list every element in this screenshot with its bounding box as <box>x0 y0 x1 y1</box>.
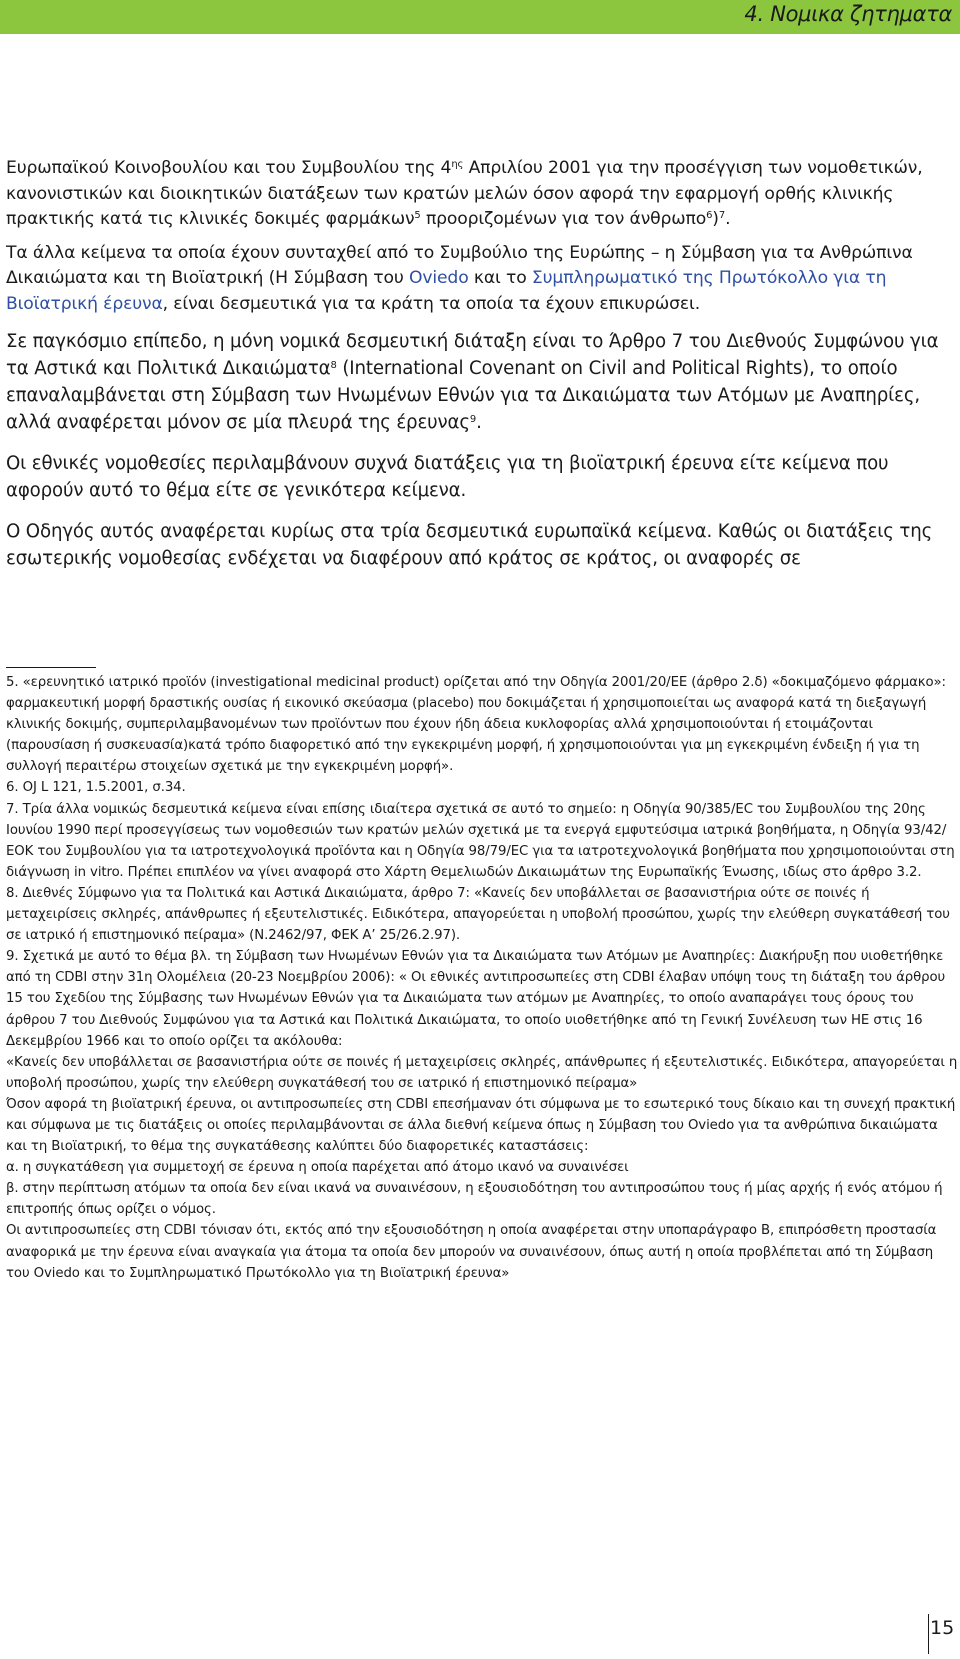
footnote-9: 9. Σχετικά με αυτό το θέμα βλ. τη Σύμβαση των Ηνωμένων Εθνών για τα Δικαιώματα των Ατόμων με Αναπηρίες: Διακήρυξη που υιοθετήθηκε από τη CDBI στην 31η Ολομέλεια (20-23 Νοεμβρίου 2006): « Οι εθνικές αντιπροσωπείες στη CDBI έλαβαν υπόψη τους τη διάταξη του άρθρου 15 του Σχεδίου της Σύμβασης των Ηνωμένων Εθνών για τα Δικαιώματα των ατόμων με Αναπηρίες, το οποίο αναπαράγει τους όρους του άρθρου 7 του Διεθνούς Συμφώνου για τα Αστικά και Πολιτικά Δικαιώματα, το οποίο υιοθετήθηκε από τη Γενική Συνέλευση των ΗΕ στις 16 Δεκεμβρίου 1966 και το οποίο ορίζει τα ακόλουθα: <box>6 949 946 1049</box>
p3-text-c: . <box>476 411 482 433</box>
paragraph-3 <box>6 328 960 436</box>
footnote-ref-7[interactable]: 7 <box>718 210 726 222</box>
footnotes <box>6 672 960 1284</box>
header-bar <box>0 0 960 34</box>
main-text <box>6 156 960 582</box>
link-oviedo[interactable]: Oviedo <box>408 268 469 289</box>
footnote-9-item-a: α. η συγκατάθεση για συμμετοχή σε έρευνα η οποία παρέχεται από άτομο ικανό να συναινέσει <box>6 1160 629 1176</box>
p2-text-b: και το <box>468 268 532 289</box>
chapter-title: 4. Νομικα ζητηματα <box>744 2 952 26</box>
superscript-hs: ης <box>451 159 464 170</box>
p2-text-c: , είναι δεσμευτικά για τα κράτη τα οποία τα έχουν επικυρώσει. <box>162 293 701 314</box>
footnote-9-quote: «Κανείς δεν υποβάλλεται σε βασανιστήρια ούτε σε ποινές ή μεταχειρίσεις σκληρές, απάνθρωπες ή εξευτελιστικές. Ειδικότερα, απαγορεύεται η υποβολή προσώπου, χωρίς την ελεύθερη συγκατάθεσή του σε ιατρικό ή επιστημονικό πείραμα» <box>6 1054 958 1091</box>
paragraph-5: Ο Οδηγός αυτός αναφέρεται κυρίως στα τρία δεσμευτικά ευρωπαϊκά κείμενα. Καθώς οι διατάξεις της εσωτερικής νομοθεσίας ενδέχεται να διαφέρουν από κράτος σε κράτος, οι αναφορές σε <box>6 520 933 569</box>
p3-text-a: Σε παγκόσμιο επίπεδο, η μόνη νομικά δεσμευτική διάταξη είναι το Άρθρο 7 του Διεθνούς Συμφώνου για τα Αστικά και Πολιτικά Δικαιώματα <box>6 330 939 379</box>
footnote-6: 6. OJ L 121, 1.5.2001, σ.34. <box>6 780 186 796</box>
p2-text-a: Τα άλλα κείμενα τα οποία έχουν συνταχθεί από το Συμβούλιο της Ευρώπης – η Σύμβαση για τα Ανθρώπινα Δικαιώματα και τη Βιοϊατρική (Η Σύμβαση του <box>6 242 913 289</box>
p3-text-b: (International Covenant on Civil and Political Rights), το οποίο επαναλαμβάνεται στη Σύμβαση των Ηνωμένων Εθνών για τα Δικαιώματα των Ατόμων με Αναπηρίες, αλλά αναφέρεται μόνον σε μία πλευρά της έρευνας <box>6 357 921 433</box>
footnote-9-conclusion: Οι αντιπροσωπείες στη CDBI τόνισαν ότι, εκτός από την εξουσιοδότηση η οποία αναφέρεται στην υποπαράγραφο Β, επιπρόσθετη προστασία αναφορικά με την έρευνα είναι αναγκαία για άτομα τα οποία δεν μπορούν να συναινέσουν, όπως αυτή η οποία προβλέπεται από τη Σύμβαση του Oviedo και το Συμπληρωματικό Πρωτόκολλο για τη Βιοϊατρική έρευνα» <box>6 1223 937 1281</box>
page-number-separator <box>928 1614 929 1654</box>
p1-text-a: Ευρωπαϊκού Κοινοβουλίου και του Συμβουλίου της 4 <box>6 158 452 178</box>
footnote-separator <box>6 667 96 668</box>
link-additional-protocol[interactable]: Συμπληρωματικό της Πρωτόκολλο για τη Βιοϊατρική έρευνα <box>6 268 887 314</box>
p1-text-b: Απριλίου 2001 για την προσέγγιση των νομοθετικών, κανονιστικών και διοικητικών διατάξεων των κρατών μελών όσον αφορά την εφαρμογή ορθής κλινικής πρακτικής κατά τις κλινικές δοκιμές φαρμάκων <box>6 158 923 230</box>
p1-text-c: προοριζομένων για τον άνθρωπο <box>420 209 707 230</box>
p1-text-e: . <box>725 209 731 230</box>
page-number: 15 <box>930 1617 955 1639</box>
footnote-5: 5. «ερευνητικό ιατρικό προϊόν (investigational medicinal product) ορίζεται από την Οδηγία 2001/20/ΕΕ (άρθρο 2.δ) «δοκιμαζόμενο φάρμακο»: φαρμακευτική μορφή δραστικής ουσίας ή εικονικό σκεύασμα (placebo) που δοκιμάζεται ή χρησιμοποιείται ως αναφορά κατά τη διεξαγωγή κλινικής δοκιμής, συμπεριλαμβανομένων των προϊόντων που έχουν ήδη άδεια κυκλοφορίας αλλά χρησιμοποιούνται ή ετοιμάζονται (παρουσίαση ή συσκευασία)κατά τρόπο διαφορετικό από την εγκεκριμένη μορφή, ή χρησιμοποιούνται για μη εγκεκριμένη ένδειξη ή για τη συλλογή περαιτέρω στοιχείων σχετικά με την εγκεκριμένη μορφή». <box>6 675 946 775</box>
paragraph-4: Οι εθνικές νομοθεσίες περιλαμβάνουν συχνά διατάξεις για τη βιοϊατρική έρευνα είτε κείμενα που αφορούν αυτό το θέμα είτε σε γενικότερα κείμενα. <box>6 452 889 501</box>
footnote-ref-9[interactable]: 9 <box>469 413 477 425</box>
footnote-ref-5[interactable]: 5 <box>414 210 421 222</box>
footnote-ref-6[interactable]: 6 <box>706 210 713 222</box>
footnote-9-item-b: β. στην περίπτωση ατόμων τα οποία δεν είναι ικανά να συναινέσουν, η εξουσιοδότηση του αντιπροσώπου τους ή μίας αρχής ή ενός ατόμου ή επιτροπής όπως ορίζει ο νόμος. <box>6 1181 943 1218</box>
footnote-ref-8[interactable]: 8 <box>330 359 337 371</box>
footnote-7: 7. Τρία άλλα νομικώς δεσμευτικά κείμενα είναι επίσης ιδιαίτερα σχετικά σε αυτό το σημείο: η Οδηγία 90/385/EC του Συμβουλίου της 20ης Ιουνίου 1990 περί προσεγγίσεως των νομοθεσιών των κρατών μελών σχετικά με τα ενεργά εμφυτεύσιμα ιατρικά βοηθήματα, η Οδηγία 93/42/ΕΟΚ του Συμβουλίου για τα ιατροτεχνολογικά προϊόντα και η Οδηγία 98/79/EC για τα ιατροτεχνολογικά βοηθήματα που χρησιμοποιούνται στη διάγνωση in vitro. Πρέπει επιπλέον να γίνει αναφορά στο Χάρτη Θεμελιωδών Δικαιωμάτων της Ευρωπαϊκής Ένωσης, ιδίως στο άρθρο 3.2. <box>6 801 955 880</box>
footnote-9-biomedical: Όσον αφορά τη βιοϊατρική έρευνα, οι αντιπροσωπείες στη CDBI επεσήμαναν ότι σύμφωνα με το εσωτερικό τους δίκαιο και τη συνεχή πρακτική και σύμφωνα με τις διατάξεις οι οποίες περιλαμβάνονται σε άλλα διεθνή κείμενα όπως η Σύμβαση του Oviedo για τα ανθρώπινα δικαιώματα και τη Βιοϊατρική, το θέμα της συγκατάθεσης καλύπτει δύο διαφορετικές καταστάσεις: <box>6 1096 956 1155</box>
paragraph-1 <box>6 156 960 233</box>
footnote-8: 8. Διεθνές Σύμφωνο για τα Πολιτικά και Αστικά Δικαιώματα, άρθρο 7: «Κανείς δεν υποβάλλεται σε βασανιστήρια ούτε σε ποινές ή μεταχειρίσεις σκληρές, απάνθρωπες ή εξευτελιστικές. Ειδικότερα, απαγορεύεται η υποβολή προσώπου, χωρίς την ελεύθερη συγκατάθεσή του σε ιατρικό ή επιστημονικό πείραμα» (Ν.2462/97, ΦΕΚ Α’ 25/26.2.97). <box>6 885 950 944</box>
paragraph-2 <box>6 241 960 318</box>
p1-text-d: ) <box>712 209 719 230</box>
